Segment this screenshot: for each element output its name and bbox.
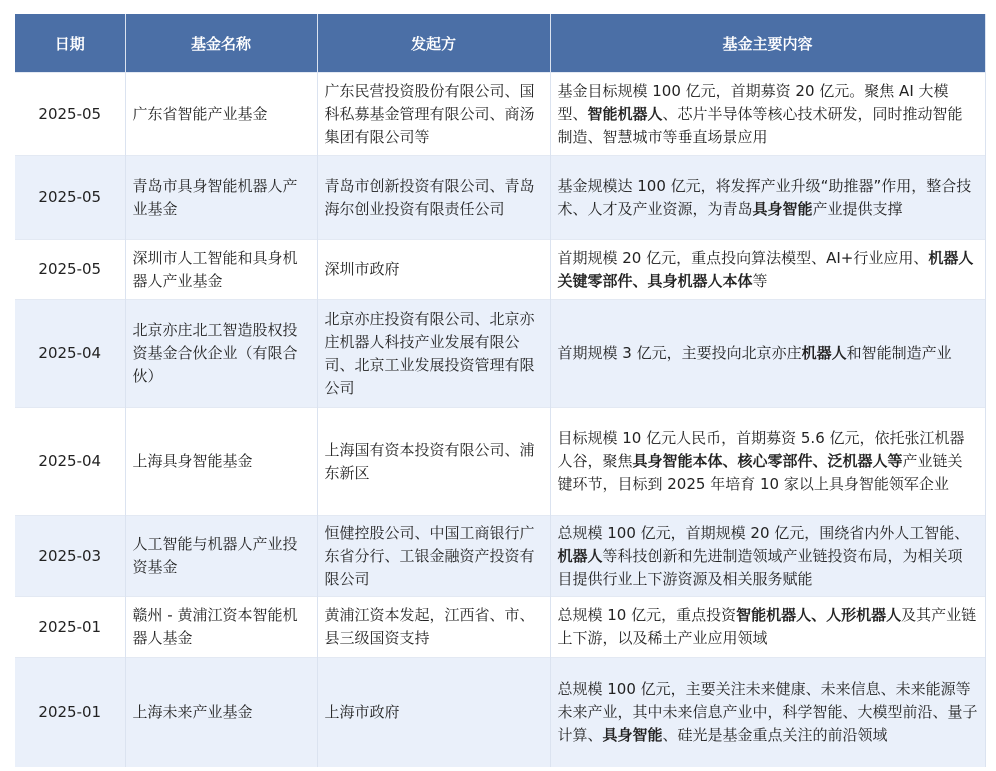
- content-cell: [550, 300, 985, 408]
- date-cell: 2025-04: [15, 300, 125, 408]
- table-row: [15, 240, 985, 300]
- text: 首期规模 3 亿元，主要投向北京亦庄: [557, 344, 802, 362]
- text: 目标规模 10 亿元人民币，首期募资 5.6 亿元，依托张江机器人谷，聚焦: [557, 429, 965, 470]
- text: 产业提供支撑: [812, 199, 903, 218]
- text: 基金目标规模 100 亿元，首期募资 20 亿元。聚焦 AI 大模型、: [557, 81, 949, 123]
- text: 及其产业链上下游，以及稀土产业应用领域: [557, 606, 977, 647]
- text: 等: [752, 271, 768, 290]
- fund-name-cell: 青岛市具身智能机器人产业基金: [125, 156, 317, 240]
- table-row: [15, 516, 985, 597]
- fund-name-cell: 上海未来产业基金: [125, 658, 317, 767]
- bold-text: 智能机器人: [587, 104, 663, 123]
- sponsor-cell: 黄浦江资本发起，江西省、市、县三级国资支持: [317, 597, 550, 658]
- bold-text: 机器人: [801, 344, 847, 362]
- bold-text: 机器人关键零部件、具身机器人本体: [557, 248, 974, 290]
- sponsor-cell: 青岛市创新投资有限公司、青岛海尔创业投资有限责任公司: [317, 156, 550, 240]
- content-cell: [550, 597, 985, 658]
- header-date: 日期: [15, 14, 125, 73]
- sponsor-cell: 深圳市政府: [317, 240, 550, 300]
- fund-name-cell: 北京亦庄北工智造股权投资基金合伙企业（有限合伙）: [125, 300, 317, 408]
- fund-table: [15, 14, 986, 767]
- table-row: [15, 300, 985, 408]
- text: 等科技创新和先进制造领域产业链投资布局，为相关项目提供行业上下游资源及相关服务赋能: [557, 546, 963, 588]
- table-row: [15, 597, 985, 658]
- bold-text: 具身智能: [602, 725, 663, 744]
- fund-name-cell: 人工智能与机器人产业投资基金: [125, 516, 317, 597]
- date-cell: 2025-03: [15, 516, 125, 597]
- header-sponsor: 发起方: [317, 14, 550, 73]
- content-cell: [550, 73, 985, 156]
- text: 、硅光是基金重点关注的前沿领域: [662, 725, 888, 744]
- sponsor-cell: 北京亦庄投资有限公司、北京亦庄机器人科技产业发展有限公司、北京工业发展投资管理有限公司: [317, 300, 550, 408]
- text: 总规模 100 亿元，首期规模 20 亿元，围绕省内外人工智能、: [557, 523, 970, 542]
- text: 、芯片半导体等核心技术研发，同时推动智能制造、智慧城市等垂直场景应用: [557, 104, 963, 146]
- sponsor-cell: 广东民营投资股份有限公司、国科私募基金管理有限公司、商汤集团有限公司等: [317, 73, 550, 156]
- text: 总规模 100 亿元，主要关注未来健康、未来信息、未来能源等未来产业，其中未来信息产业中，科学智能、大模型前沿、量子计算、: [557, 679, 978, 744]
- date-cell: 2025-05: [15, 156, 125, 240]
- date-cell: 2025-01: [15, 597, 125, 658]
- text: 和智能制造产业: [846, 344, 952, 362]
- content-cell: [550, 156, 985, 240]
- sponsor-cell: 上海国有资本投资有限公司、浦东新区: [317, 408, 550, 516]
- text: 基金规模达 100 亿元，将发挥产业升级“助推器”作用，整合技术、人才及产业资源，为青岛: [557, 176, 972, 218]
- content-cell: [550, 658, 985, 767]
- header-content: 基金主要内容: [550, 14, 985, 73]
- bold-text: 具身智能本体、核心零部件、泛机器人等: [632, 452, 903, 470]
- table-row: [15, 156, 985, 240]
- fund-name-cell: 赣州 - 黄浦江资本智能机器人基金: [125, 597, 317, 658]
- table-header: [15, 14, 985, 73]
- text: 产业链关键环节，目标到 2025 年培育 10 家以上具身智能领军企业: [557, 452, 963, 493]
- sponsor-cell: 上海市政府: [317, 658, 550, 767]
- sponsor-cell: 恒健控股公司、中国工商银行广东省分行、工银金融资产投资有限公司: [317, 516, 550, 597]
- date-cell: 2025-04: [15, 408, 125, 516]
- text: 总规模 10 亿元，重点投资: [557, 606, 737, 624]
- content-cell: [550, 408, 985, 516]
- fund-name-cell: 上海具身智能基金: [125, 408, 317, 516]
- date-cell: 2025-05: [15, 73, 125, 156]
- bold-text: 机器人: [557, 546, 603, 565]
- content-cell: [550, 240, 985, 300]
- bold-text: 具身智能: [752, 199, 813, 218]
- table-row: [15, 73, 985, 156]
- fund-name-cell: 广东省智能产业基金: [125, 73, 317, 156]
- fund-name-cell: 深圳市人工智能和具身机器人产业基金: [125, 240, 317, 300]
- date-cell: 2025-05: [15, 240, 125, 300]
- text: 首期规模 20 亿元，重点投向算法模型、AI+行业应用、: [557, 248, 929, 267]
- bold-text: 智能机器人、人形机器人: [736, 606, 902, 624]
- table-row: [15, 408, 985, 516]
- content-cell: [550, 516, 985, 597]
- date-cell: 2025-01: [15, 658, 125, 767]
- table-row: [15, 658, 985, 767]
- header-fund-name: 基金名称: [125, 14, 317, 73]
